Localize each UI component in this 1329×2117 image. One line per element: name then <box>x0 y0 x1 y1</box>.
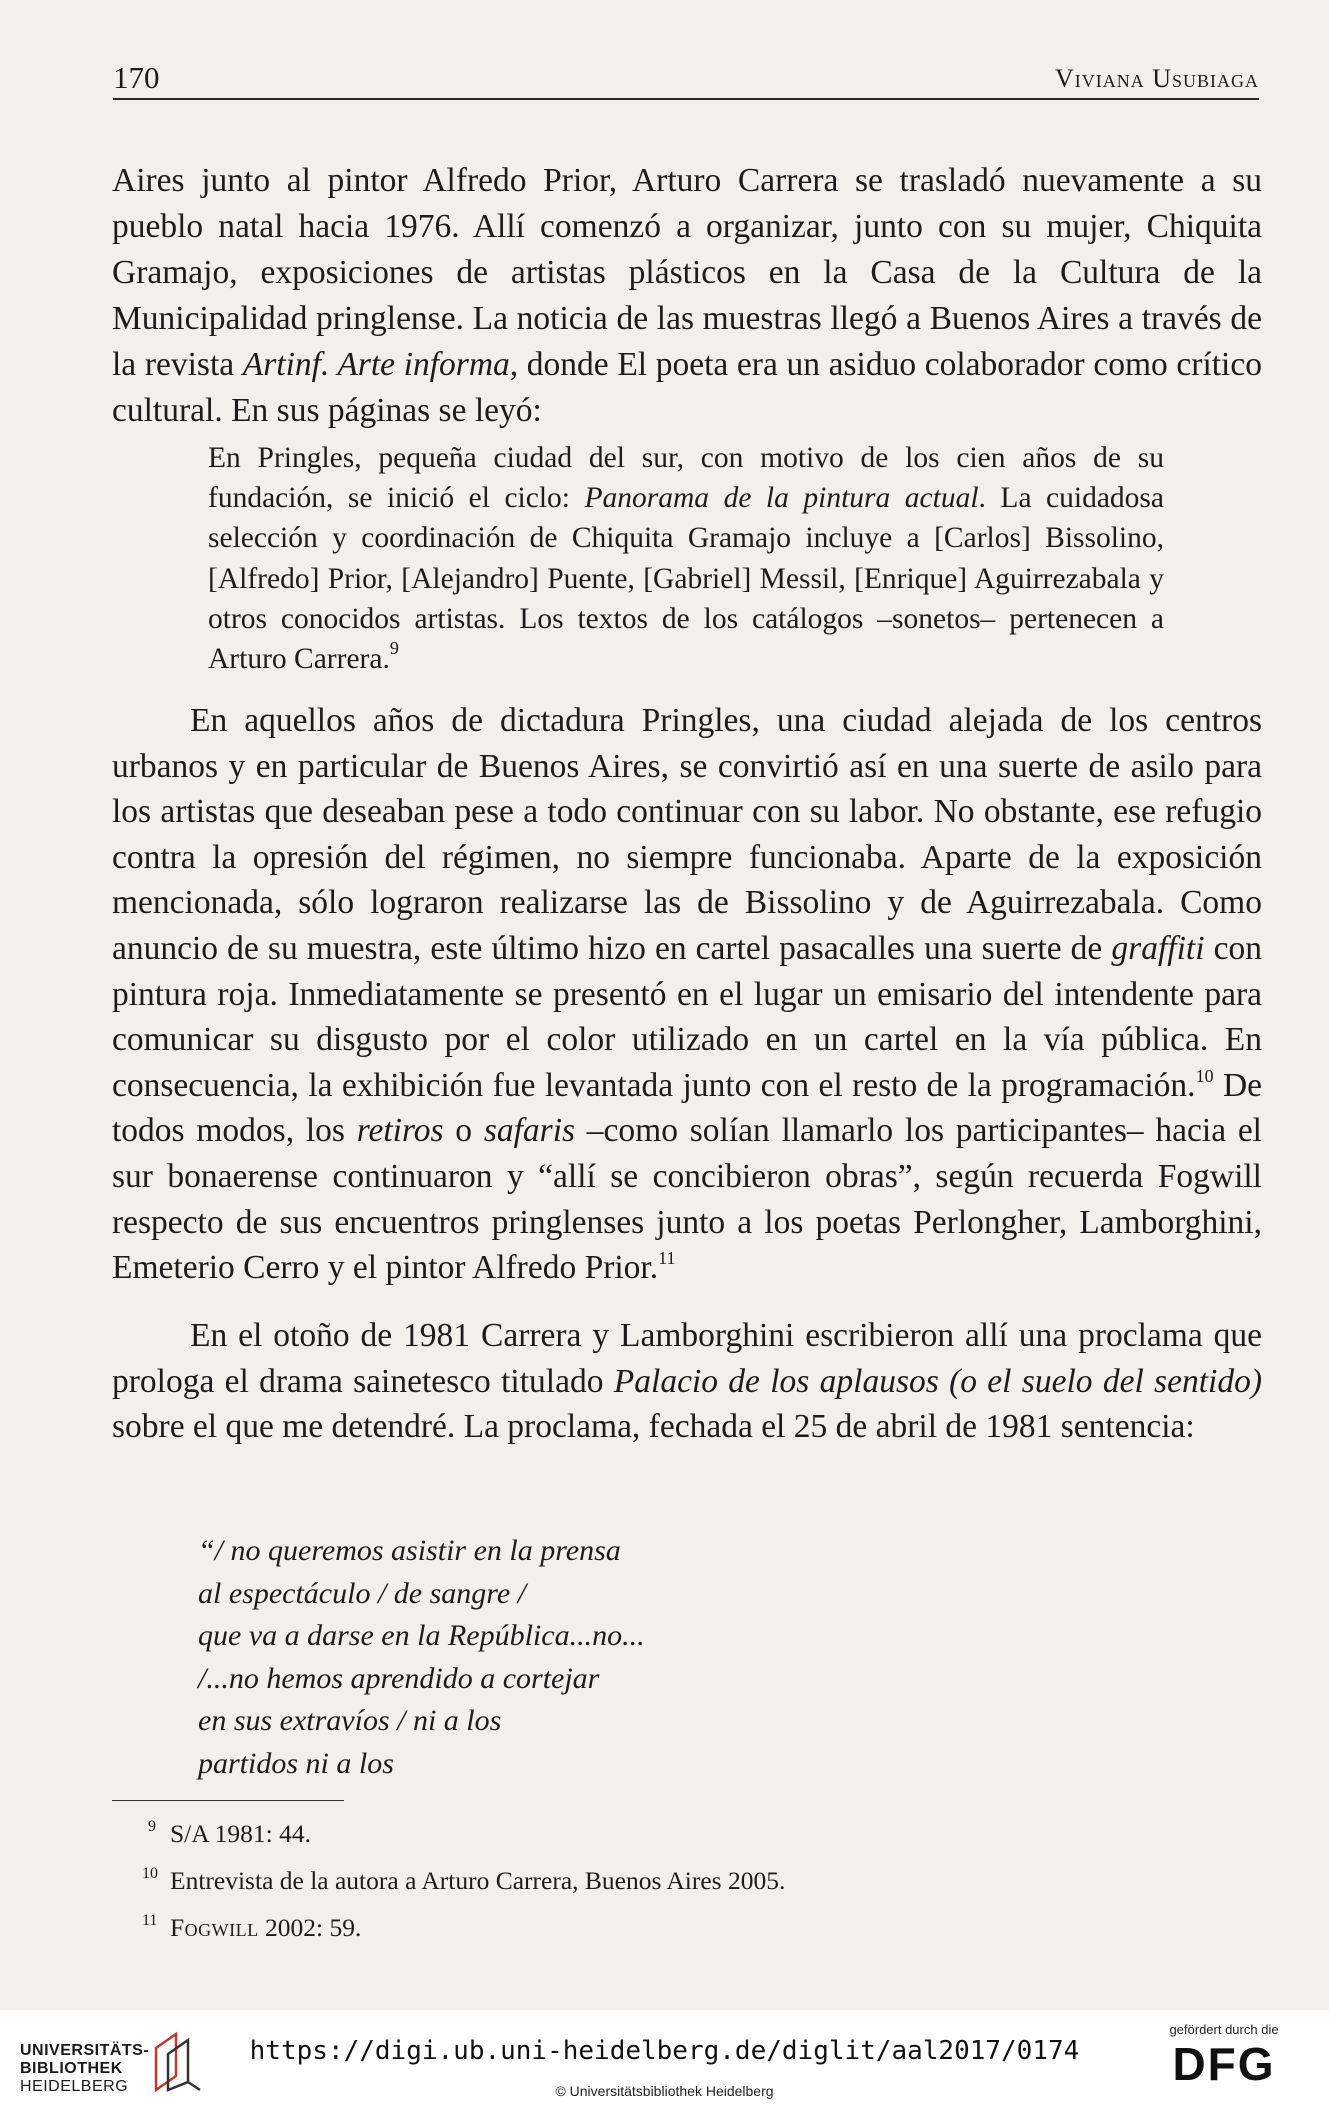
permalink-url[interactable]: https://digi.ub.uni-heidelberg.de/diglit/aal2017/0174 <box>249 2036 1080 2066</box>
poem-line: que va a darse en la República...no... <box>198 1619 645 1652</box>
paragraph-1 <box>112 158 1262 434</box>
footnote-number: 11 <box>142 1912 158 1929</box>
poem-line: partidos ni a los <box>198 1746 394 1780</box>
footnote-text: Entrevista de la autora a Arturo Carrera, Buenos Aires 2005. <box>170 1866 786 1895</box>
poem-line: /...no hemos aprendido a cortejar <box>198 1661 600 1695</box>
paragraph-3-a: En el otoño de 1981 Carrera y Lamborghini escribieron allí una proclama que prologa el drama sainetesco titulado <box>112 1317 1262 1400</box>
footnote <box>112 1901 785 1948</box>
footnote-text: S/A 1981: 44. <box>170 1819 311 1848</box>
footnotes <box>112 1807 785 1948</box>
paragraph-1-lead: Aires junto al pintor Alfredo Prior, Arturo Carrera se trasladó nuevamente a su pueblo natal hacia 1976. Allí comenzó a organizar, junto con su mujer, Chiquita Gramajo, exposiciones de artistas plásticos en la Casa de la Cultura de la Municipalidad pringlense. La noticia de las muestras llegó a Buenos Aires a través de la revista <box>112 162 1262 383</box>
dfg-caption: gefördert durch die <box>1169 2022 1279 2037</box>
graffiti-word: graffiti <box>1111 929 1205 967</box>
page-number: 170 <box>113 60 160 95</box>
logo-line-1: UNIVERSITÄTS- <box>20 2042 150 2059</box>
page-header <box>113 58 1259 100</box>
footnote-number: 9 <box>148 1818 156 1835</box>
proclama-quote <box>198 1530 645 1785</box>
footnote <box>112 1854 785 1901</box>
paragraph-1-tail: donde El poeta era un asiduo colaborador como crítico cultural. En sus páginas se leyó: <box>112 346 1262 429</box>
footnote-ref-10: 10 <box>1195 1065 1214 1086</box>
footnote-divider <box>112 1800 344 1801</box>
logo-line-3: HEIDELBERG <box>20 2078 129 2095</box>
paragraph-2-c: De todos modos, los <box>112 1066 1263 1150</box>
paragraph-2-b: con pintura roja. Inmediatamente se presentó en el lugar un emisario del intendente para comunicar su disgusto por el color utilizado en un cartel en la vía pública. En consecuencia, la exhibición fue levantada junto con el resto de la programación. <box>112 929 1262 1104</box>
footnote <box>112 1807 785 1854</box>
block-quote <box>208 438 1164 679</box>
drama-title: Palacio de los aplausos (o el suelo del sentido) <box>613 1362 1262 1400</box>
paragraph-2-a: En aquellos años de dictadura Pringles, una ciudad alejada de los centros urbanos y en particular de Buenos Aires, se convirtió así en una suerte de asilo para los artistas que deseaban pese a todo continuar con su labor. No obstante, ese refugio contra la opresión del régimen, no siempre funcionaba. Aparte de la exposición mencionada, sólo lograron realizarse las de Bissolino y de Aguirrezabala. Como anuncio de su muestra, este último hizo en cartel pasacalles una suerte de <box>112 702 1262 967</box>
quote-lead: En Pringles, pequeña ciudad del sur, con motivo de los cien años de su fundación, se inició el ciclo: <box>208 442 1164 515</box>
poem-line: al espectáculo / de sangre / <box>198 1576 526 1610</box>
footnote-text: 2002: 59. <box>258 1913 362 1942</box>
retiros-word: retiros <box>356 1112 444 1150</box>
paragraph-3 <box>112 1313 1262 1450</box>
poem-line: en sus extravíos / ni a los <box>198 1704 502 1737</box>
logo-line-2: BIBLIOTHEK <box>20 2060 123 2077</box>
quote-tail: . La cuidadosa selección y coordinación de Chiquita Gramajo incluye a [Carlos] Bissolino, [Alfredo] Prior, [Alejandro] Puente, [Gabriel] Messil, [Enrique] Aguirrezabala y otros conocidos artistas. Los textos de los catálogos –sonetos– pertenecen a Arturo Carrera. <box>208 482 1165 676</box>
safaris-word: safaris <box>483 1112 576 1150</box>
running-head: Viviana Usubiaga <box>1054 64 1259 93</box>
paragraph-2 <box>112 698 1262 1291</box>
paragraph-2-o: o <box>443 1112 484 1150</box>
poem-line: “/ no queremos asistir en la prensa <box>198 1534 621 1567</box>
footnote-number: 10 <box>142 1865 158 1882</box>
footnote-ref-11: 11 <box>658 1248 676 1269</box>
dfg-wordmark: DFG <box>1172 2038 1276 2090</box>
paragraph-2-d: –como solían llamarlo los participantes– hacia el sur bonaerense continuaron y “allí se concibieron obras”, según recuerda Fogwill respecto de sus encuentros pringlenses junto a los poetas Perlongher, Lamborghini, Emeterio Cerro y el pintor Alfredo Prior. <box>112 1112 1262 1287</box>
journal-title: Artinf. Arte informa, <box>242 346 519 383</box>
paragraph-3-b: sobre el que me detendré. La proclama, fechada el 25 de abril de 1981 sentencia: <box>112 1408 1195 1446</box>
copyright-notice: © Universitätsbibliothek Heidelberg <box>555 2083 774 2099</box>
footnote-ref-9: 9 <box>389 638 399 659</box>
quote-italic: Panorama de la pintura actual <box>584 482 979 515</box>
dfg-logo[interactable] <box>1149 2022 1299 2102</box>
footnote-author: Fogwill <box>170 1913 259 1942</box>
